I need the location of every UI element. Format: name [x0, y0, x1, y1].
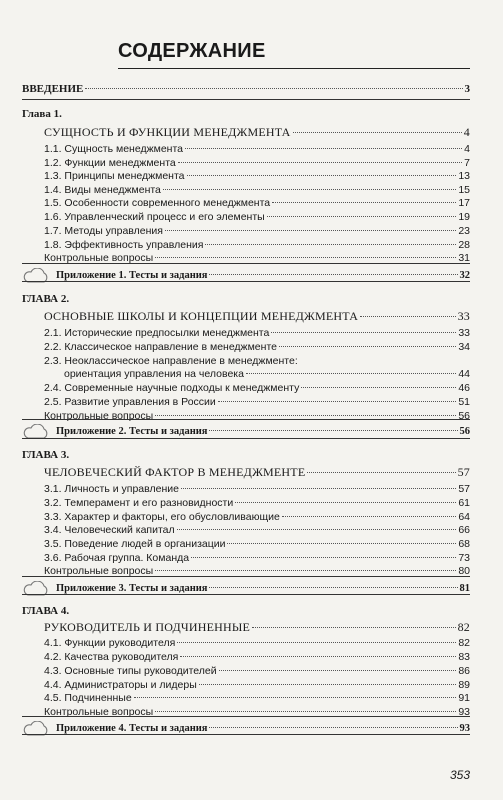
- leader-dots: [209, 587, 457, 588]
- toc-item: [44, 552, 470, 564]
- toc-item: [44, 538, 470, 550]
- entry-page: 56: [459, 426, 470, 437]
- entry-page: 93: [458, 706, 470, 718]
- entry-text: 1.3. Принципы менеджмента: [44, 170, 185, 182]
- divider: [22, 576, 470, 577]
- page-number: 353: [449, 768, 470, 782]
- entry-text: 4.2. Качества руководителя: [44, 651, 179, 663]
- leader-dots: [199, 684, 457, 685]
- entry-page: 82: [457, 620, 470, 634]
- divider: [22, 99, 470, 100]
- chapter-label: ГЛАВА 2.: [22, 293, 70, 305]
- entry-page: 93: [459, 723, 470, 734]
- toc-intro: [22, 83, 470, 95]
- entry-text: 2.1. Исторические предпосылки менеджмента: [44, 327, 270, 339]
- leader-dots: [293, 132, 462, 133]
- entry-page: 19: [458, 211, 470, 223]
- entry-page: 56: [458, 410, 470, 422]
- leader-dots: [205, 244, 456, 245]
- entry-page: 4: [464, 143, 470, 155]
- entry-page: 23: [458, 225, 470, 237]
- entry-page: 64: [458, 511, 470, 523]
- entry-page: 34: [458, 341, 470, 353]
- entry-page: 15: [458, 184, 470, 196]
- entry-text: Приложение 2. Тесты и задания: [56, 426, 208, 437]
- entry-page: 83: [458, 651, 470, 663]
- chapter-title: [44, 620, 470, 635]
- appendix-entry: [56, 426, 470, 437]
- entry-text: 1.4. Виды менеджмента: [44, 184, 161, 196]
- chapter-title: [44, 309, 470, 324]
- leader-dots: [85, 88, 462, 89]
- entry-page: 32: [459, 270, 470, 281]
- entry-text: 3.2. Темперамент и его разновидности: [44, 497, 234, 509]
- title-underline: [118, 68, 470, 69]
- leader-dots: [252, 627, 456, 628]
- toc-item: [44, 157, 470, 169]
- entry-page: 28: [458, 239, 470, 251]
- toc-item: [44, 692, 470, 704]
- toc-item: [44, 327, 470, 339]
- entry-text: РУКОВОДИТЕЛЬ И ПОДЧИНЕННЫЕ: [44, 620, 251, 634]
- entry-text: ОСНОВНЫЕ ШКОЛЫ И КОНЦЕПЦИИ МЕНЕДЖМЕНТА: [44, 309, 359, 323]
- leader-dots: [155, 415, 456, 416]
- divider: [22, 281, 470, 282]
- toc-item: [44, 665, 470, 677]
- toc-item: [44, 396, 470, 408]
- toc-item: [44, 341, 470, 353]
- toc-item: [44, 225, 470, 237]
- entry-text: Контрольные вопросы: [44, 565, 154, 577]
- toc-item: [44, 211, 470, 223]
- appendix-entry: [56, 723, 470, 734]
- leader-dots: [178, 162, 462, 163]
- appendix-entry: [56, 583, 470, 594]
- entry-text: ориентация управления на человека: [64, 368, 244, 380]
- entry-page: 31: [458, 252, 470, 264]
- entry-text: Контрольные вопросы: [44, 252, 154, 264]
- toc-item: 2.3. Неоклассическое направление в менеджменте:: [44, 355, 298, 367]
- leader-dots: [279, 346, 456, 347]
- entry-page: 80: [458, 565, 470, 577]
- divider: [22, 716, 470, 717]
- leader-dots: [155, 711, 456, 712]
- toc-item: [44, 197, 470, 209]
- leader-dots: [267, 216, 457, 217]
- leader-dots: [301, 387, 456, 388]
- entry-text: 4.3. Основные типы руководителей: [44, 665, 217, 677]
- leader-dots: [180, 656, 456, 657]
- chapter-title: [44, 125, 470, 140]
- entry-text: 4.4. Администраторы и лидеры: [44, 679, 197, 691]
- entry-page: 82: [458, 637, 470, 649]
- entry-text: Приложение 3. Тесты и задания: [56, 583, 208, 594]
- entry-text: 3.4. Человеческий капитал: [44, 524, 175, 536]
- leader-dots: [187, 175, 457, 176]
- leader-dots: [155, 257, 456, 258]
- chapter-title: [44, 465, 470, 480]
- leader-dots: [282, 516, 457, 517]
- toc-item: [44, 184, 470, 196]
- chapter-label: ГЛАВА 4.: [22, 605, 70, 617]
- toc-item: [44, 483, 470, 495]
- entry-text: 1.2. Функции менеджмента: [44, 157, 176, 169]
- toc-item: [44, 497, 470, 509]
- entry-page: 13: [458, 170, 470, 182]
- toc-item: [44, 410, 470, 422]
- entry-page: 86: [458, 665, 470, 677]
- toc-item: [44, 382, 470, 394]
- entry-text: ЧЕЛОВЕЧЕСКИЙ ФАКТОР В МЕНЕДЖМЕНТЕ: [44, 465, 306, 479]
- entry-page: 46: [458, 382, 470, 394]
- chapter-label: Глава 1.: [22, 108, 62, 120]
- leader-dots: [360, 316, 456, 317]
- page-title: СОДЕРЖАНИЕ: [118, 40, 266, 62]
- entry-text: 1.7. Методы управления: [44, 225, 163, 237]
- entry-text: Приложение 1. Тесты и задания: [56, 270, 208, 281]
- entry-text: 4.1. Функции руководителя: [44, 637, 176, 649]
- intro-label: ВВЕДЕНИЕ: [22, 83, 84, 95]
- toc-item: [44, 651, 470, 663]
- entry-page: 51: [458, 396, 470, 408]
- entry-text: 2.5. Развитие управления в России: [44, 396, 216, 408]
- toc-item: [44, 511, 470, 523]
- entry-page: 81: [459, 583, 470, 594]
- leader-dots: [209, 430, 457, 431]
- entry-page: 33: [457, 309, 470, 323]
- leader-dots: [181, 488, 456, 489]
- entry-text: 4.5. Подчиненные: [44, 692, 132, 704]
- leader-dots: [165, 230, 456, 231]
- entry-page: 17: [458, 197, 470, 209]
- entry-page: 91: [458, 692, 470, 704]
- toc-item: [44, 143, 470, 155]
- entry-page: 7: [464, 157, 470, 169]
- entry-page: 66: [458, 524, 470, 536]
- leader-dots: [307, 472, 455, 473]
- entry-text: 1.8. Эффективность управления: [44, 239, 204, 251]
- appendix-entry: [56, 270, 470, 281]
- toc-item: [64, 368, 470, 380]
- divider: [22, 734, 470, 735]
- entry-text: 2.4. Современные научные подходы к менеджменту: [44, 382, 300, 394]
- leader-dots: [218, 401, 457, 402]
- entry-text: СУЩНОСТЬ И ФУНКЦИИ МЕНЕДЖМЕНТА: [44, 125, 291, 139]
- intro-page: 3: [464, 83, 470, 95]
- divider: [22, 438, 470, 439]
- entry-text: 1.5. Особенности современного менеджмента: [44, 197, 271, 209]
- entry-text: Контрольные вопросы: [44, 410, 154, 422]
- entry-text: 3.3. Характер и факторы, его обусловливающие: [44, 511, 280, 523]
- entry-text: Приложение 4. Тесты и задания: [56, 723, 208, 734]
- leader-dots: [246, 373, 456, 374]
- leader-dots: [227, 543, 456, 544]
- leader-dots: [155, 570, 456, 571]
- leader-dots: [272, 202, 456, 203]
- entry-text: 3.5. Поведение людей в организации: [44, 538, 226, 550]
- leader-dots: [191, 557, 456, 558]
- leader-dots: [209, 727, 457, 728]
- entry-page: 57: [458, 483, 470, 495]
- entry-page: 33: [458, 327, 470, 339]
- entry-page: 73: [458, 552, 470, 564]
- chapter-label: ГЛАВА 3.: [22, 449, 70, 461]
- entry-text: 3.1. Личность и управление: [44, 483, 179, 495]
- divider: [22, 594, 470, 595]
- toc-item: [44, 239, 470, 251]
- toc-item: [44, 170, 470, 182]
- toc-item: [44, 524, 470, 536]
- leader-dots: [219, 670, 457, 671]
- entry-page: 4: [463, 125, 470, 139]
- entry-page: 44: [458, 368, 470, 380]
- toc-item: [44, 679, 470, 691]
- leader-dots: [235, 502, 456, 503]
- entry-page: 57: [457, 465, 470, 479]
- entry-page: 89: [458, 679, 470, 691]
- entry-text: 2.2. Классическое направление в менеджменте: [44, 341, 277, 353]
- entry-page: 68: [458, 538, 470, 550]
- leader-dots: [177, 529, 457, 530]
- leader-dots: [134, 697, 457, 698]
- divider: [22, 419, 470, 420]
- entry-text: 3.6. Рабочая группа. Команда: [44, 552, 190, 564]
- toc-item: [44, 637, 470, 649]
- entry-text: Контрольные вопросы: [44, 706, 154, 718]
- leader-dots: [209, 274, 457, 275]
- entry-text: 1.1. Сущность менеджмента: [44, 143, 183, 155]
- leader-dots: [177, 642, 456, 643]
- leader-dots: [271, 332, 456, 333]
- entry-text: 1.6. Управленческий процесс и его элементы: [44, 211, 265, 223]
- leader-dots: [163, 189, 456, 190]
- divider: [22, 263, 470, 264]
- entry-page: 61: [458, 497, 470, 509]
- leader-dots: [185, 148, 462, 149]
